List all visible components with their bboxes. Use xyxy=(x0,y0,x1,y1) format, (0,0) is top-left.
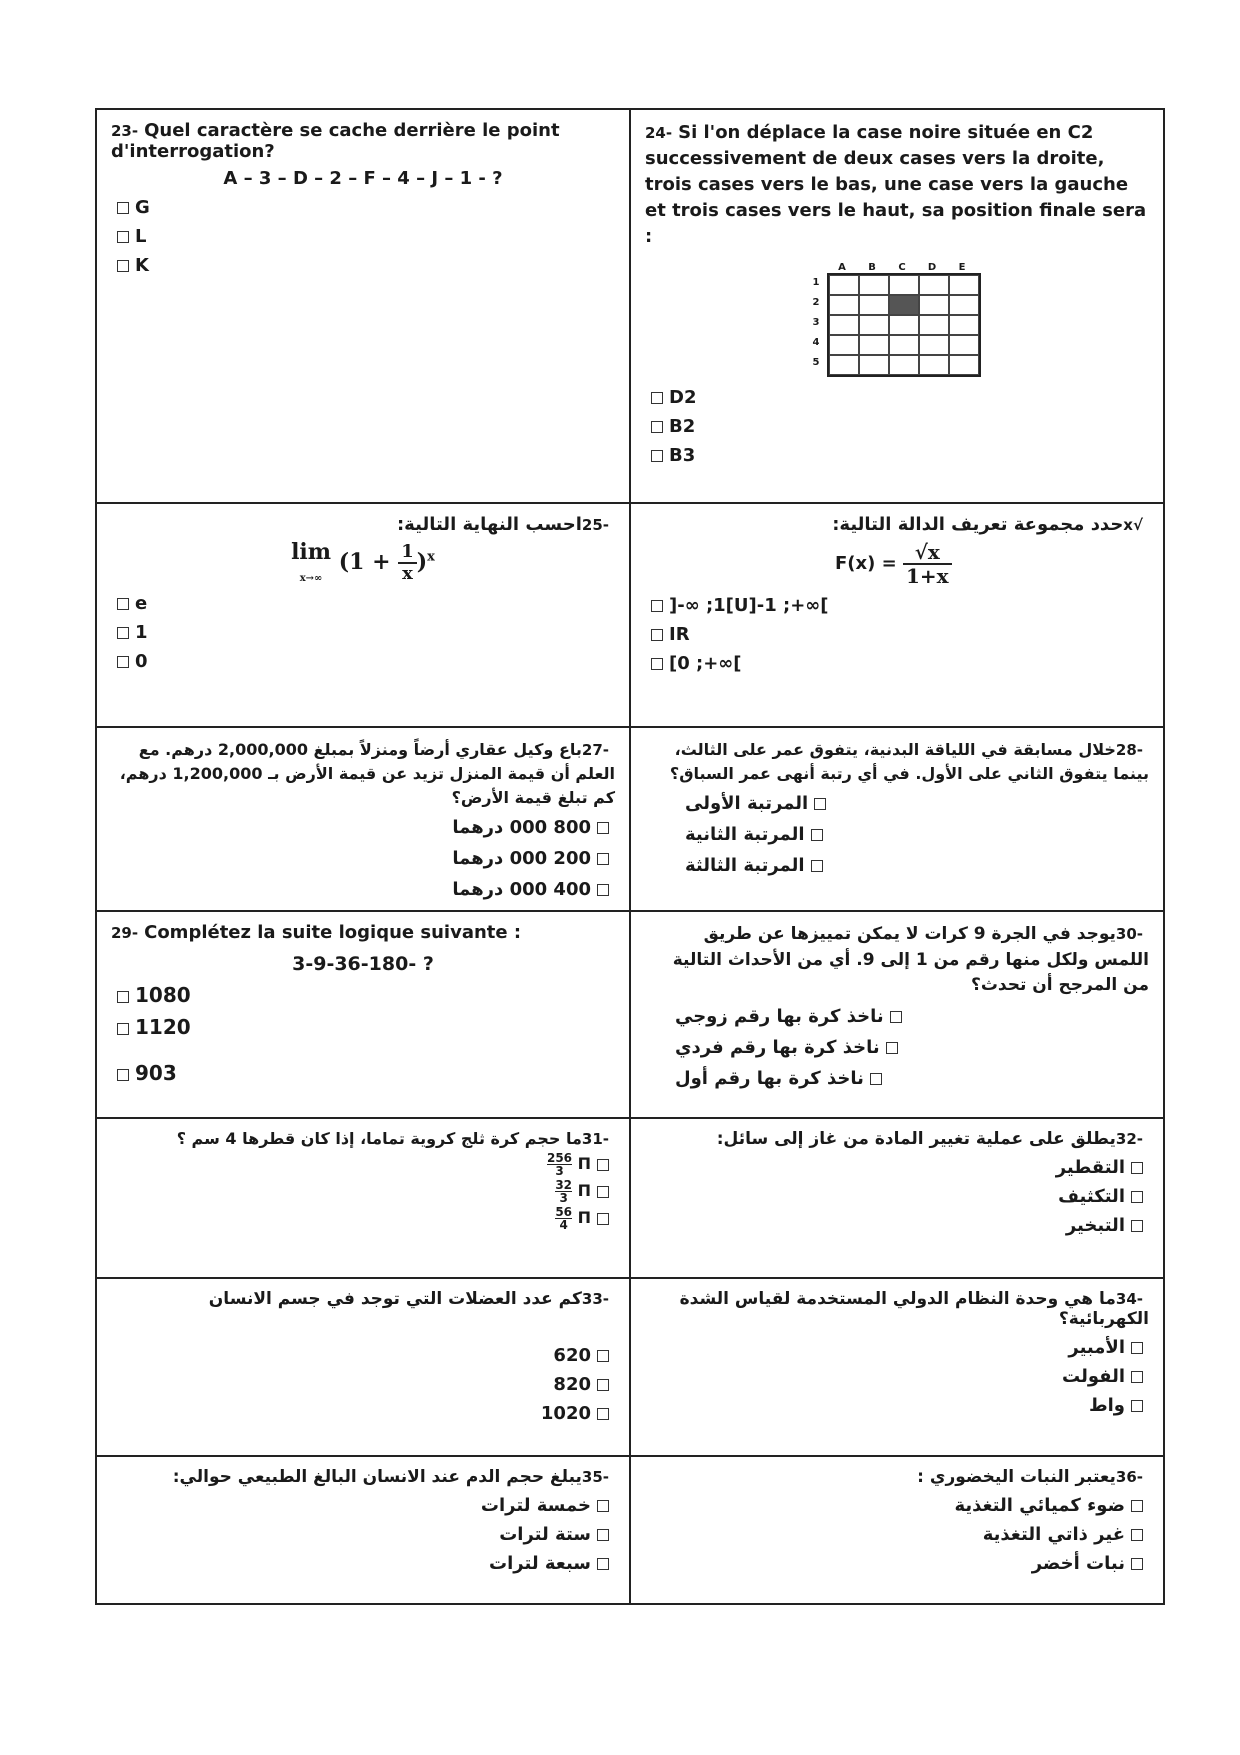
checkbox-icon[interactable] xyxy=(597,853,609,865)
question-36 xyxy=(629,1457,1163,1603)
option-32-b[interactable]: التكثيف xyxy=(645,1186,1149,1207)
option-32-a[interactable]: التقطير xyxy=(645,1157,1149,1178)
option-33-c[interactable]: 1020 xyxy=(111,1403,615,1424)
question-23-text: 23- Quel caractère se cache derrière le point d'interrogation? xyxy=(111,120,560,162)
question-33-text: -33كم عدد العضلات التي توجد في جسم الانسان xyxy=(208,1289,609,1309)
option-35-b[interactable]: ستة لترات xyxy=(111,1524,615,1545)
option-23-b[interactable]: L xyxy=(111,226,615,247)
question-31 xyxy=(97,1119,629,1277)
question-30 xyxy=(629,912,1163,1117)
row-6 xyxy=(95,1277,1165,1455)
checkbox-icon[interactable] xyxy=(597,1500,609,1512)
option-31-c[interactable]: Π $\frac{56}{4}$ xyxy=(111,1206,615,1231)
option-36-c[interactable]: نبات أخضر xyxy=(645,1553,1149,1574)
question-35-text: -35يبلغ حجم الدم عند الانسان البالغ الطبيعي حوالي: xyxy=(172,1467,609,1487)
checkbox-icon[interactable] xyxy=(1131,1162,1143,1174)
question-35-number: -35 xyxy=(581,1468,609,1486)
question-24 xyxy=(629,110,1163,502)
question-25-text: -25احسب النهاية التالية: xyxy=(396,514,609,535)
question-33 xyxy=(97,1279,629,1455)
question-34-text: -34ما هي وحدة النظام الدولي المستخدمة لقياس الشدة الكهربائية؟ xyxy=(679,1289,1149,1329)
checkbox-icon[interactable] xyxy=(597,1350,609,1362)
option-26-c[interactable]: [0 ;+∞[ xyxy=(645,653,1149,674)
option-34-c[interactable]: واط xyxy=(645,1395,1149,1416)
checkbox-icon[interactable] xyxy=(1131,1400,1143,1412)
grid-row-labels: 1 2 3 4 5 xyxy=(812,277,820,369)
checkbox-icon[interactable] xyxy=(651,450,663,462)
question-23 xyxy=(97,110,629,502)
checkbox-icon[interactable] xyxy=(117,231,129,243)
grid-column-labels: A B C D E xyxy=(838,262,966,274)
question-35 xyxy=(97,1457,629,1603)
question-27 xyxy=(97,728,629,910)
checkbox-icon[interactable] xyxy=(117,598,129,610)
option-24-c[interactable]: B3 xyxy=(645,445,1149,466)
option-26-a[interactable]: ]-∞ ;1[U]-1 ;+∞[ xyxy=(645,595,1149,616)
checkbox-icon[interactable] xyxy=(597,1408,609,1420)
question-27-text: -27باع وكيل عقاري أرضاً ومنزلاً بمبلغ 2,000,000 درهم. مع العلم أن قيمة المنزل تزيد عن قيمة الأرض بـ 1,200,000 درهم، كم تبلغ قيمة الأرض؟ xyxy=(119,740,615,807)
option-31-b[interactable]: Π $\frac{32}{3}$ xyxy=(111,1179,615,1204)
checkbox-icon[interactable] xyxy=(117,260,129,272)
question-31-text: -31ما حجم كرة ثلج كروية تماما، إذا كان قطرها 4 سم ؟ xyxy=(176,1129,609,1148)
checkbox-icon[interactable] xyxy=(117,202,129,214)
option-30-c[interactable]: ناخذ كرة بها رقم أول xyxy=(675,1065,1149,1092)
option-35-c[interactable]: سبعة لترات xyxy=(111,1553,615,1574)
checkbox-icon[interactable] xyxy=(1131,1558,1143,1570)
checkbox-icon[interactable] xyxy=(890,1011,902,1023)
checkbox-icon[interactable] xyxy=(1131,1220,1143,1232)
question-32 xyxy=(629,1119,1163,1277)
checkbox-icon[interactable] xyxy=(811,829,823,841)
checkbox-icon[interactable] xyxy=(597,1159,609,1171)
row-7 xyxy=(95,1455,1165,1605)
option-33-a[interactable]: 620 xyxy=(111,1345,615,1366)
option-27-b[interactable]: 200 000 درهما xyxy=(111,845,615,872)
option-28-b[interactable]: المرتبة الثانية xyxy=(685,821,1149,848)
checkbox-icon[interactable] xyxy=(597,884,609,896)
option-29-a[interactable]: 1080 xyxy=(111,983,615,1007)
option-34-a[interactable]: الأمبير xyxy=(645,1337,1149,1358)
question-32-number: -32 xyxy=(1115,1130,1143,1148)
checkbox-icon[interactable] xyxy=(651,600,663,612)
question-36-text: -36يعتبر النبات اليخضوري : xyxy=(917,1467,1143,1487)
question-28-text: -28خلال مسابقة في اللياقة البدنية، يتفوق عمر على الثالث، بينما يتفوق الثاني على الأول. في أي رتبة أنهى عمر السباق؟ xyxy=(669,740,1149,783)
question-28-number: -28 xyxy=(1115,741,1143,759)
question-29-number: 29- xyxy=(111,924,139,942)
exam-sheet xyxy=(95,108,1165,1605)
question-32-text: -32يطلق على عملية تغيير المادة من غاز إلى سائل: xyxy=(716,1129,1143,1149)
question-26 xyxy=(629,504,1163,726)
checkbox-icon[interactable] xyxy=(1131,1342,1143,1354)
row-1 xyxy=(95,108,1165,502)
checkbox-icon[interactable] xyxy=(811,860,823,872)
question-25-number: -25 xyxy=(581,516,609,534)
option-35-a[interactable]: خمسة لترات xyxy=(111,1495,615,1516)
option-29-c[interactable]: 903 xyxy=(111,1061,615,1085)
checkbox-icon[interactable] xyxy=(117,991,129,1003)
option-36-a[interactable]: ضوء كميائي التغذية xyxy=(645,1495,1149,1516)
limit-formula: lim x→∞ (1 + $\frac{1}{x}$ )$^x$ xyxy=(291,539,435,584)
checkbox-icon[interactable] xyxy=(651,392,663,404)
question-24-text: 24- Si l'on déplace la case noire située en C2 successivement de deux cases vers la droite, trois cases vers le bas, une case vers la gauche et trois cases vers le haut, sa position finale sera : xyxy=(645,122,1147,248)
row-4 xyxy=(95,910,1165,1117)
option-23-a[interactable]: G xyxy=(111,197,615,218)
checkbox-icon[interactable] xyxy=(117,627,129,639)
checkbox-icon[interactable] xyxy=(651,658,663,670)
option-25-b[interactable]: 1 xyxy=(111,622,615,643)
question-26-number: √x xyxy=(1123,516,1143,534)
checkbox-icon[interactable] xyxy=(886,1042,898,1054)
checkbox-icon[interactable] xyxy=(117,1069,129,1081)
checkbox-icon[interactable] xyxy=(597,822,609,834)
option-24-a[interactable]: D2 xyxy=(645,387,1149,408)
question-34-number: -34 xyxy=(1115,1290,1143,1308)
checkbox-icon[interactable] xyxy=(814,798,826,810)
checkbox-icon[interactable] xyxy=(1131,1191,1143,1203)
checkbox-icon[interactable] xyxy=(1131,1500,1143,1512)
option-34-b[interactable]: الفولت xyxy=(645,1366,1149,1387)
checkbox-icon[interactable] xyxy=(597,1379,609,1391)
question-29 xyxy=(97,912,629,1117)
checkbox-icon[interactable] xyxy=(597,1186,609,1198)
option-33-b[interactable]: 820 xyxy=(111,1374,615,1395)
checkbox-icon[interactable] xyxy=(1131,1529,1143,1541)
option-27-c[interactable]: 400 000 درهما xyxy=(111,876,615,903)
function-formula: F(x) = $\frac{√x}{1+x}$ xyxy=(835,541,1149,587)
option-24-b[interactable]: B2 xyxy=(645,416,1149,437)
option-28-a[interactable]: المرتبة الأولى xyxy=(685,790,1149,817)
option-25-c[interactable]: 0 xyxy=(111,651,615,672)
checkbox-icon[interactable] xyxy=(597,1529,609,1541)
black-square xyxy=(889,295,919,315)
question-25 xyxy=(97,504,629,726)
checkbox-icon[interactable] xyxy=(1131,1371,1143,1383)
option-30-a[interactable]: ناخذ كرة بها رقم زوجي xyxy=(675,1003,1149,1030)
question-36-number: -36 xyxy=(1115,1468,1143,1486)
row-5 xyxy=(95,1117,1165,1277)
option-28-c[interactable]: المرتبة الثالثة xyxy=(685,852,1149,879)
checkbox-icon[interactable] xyxy=(870,1073,882,1085)
checkbox-icon[interactable] xyxy=(117,656,129,668)
option-30-b[interactable]: ناخذ كرة بها رقم فردي xyxy=(675,1034,1149,1061)
question-29-text: 29- Complétez la suite logique suivante : xyxy=(111,922,522,943)
question-26-text: √xحدد مجموعة تعريف الدالة التالية: xyxy=(832,514,1143,535)
position-grid xyxy=(805,262,1149,377)
checkbox-icon[interactable] xyxy=(597,1558,609,1570)
question-33-number: -33 xyxy=(581,1290,609,1308)
option-26-b[interactable]: IR xyxy=(645,624,1149,645)
row-2 xyxy=(95,502,1165,726)
question-29-sequence: 3-9-36-180- ? xyxy=(292,953,434,975)
row-3 xyxy=(95,726,1165,910)
checkbox-icon[interactable] xyxy=(651,629,663,641)
question-30-text: -30يوجد في الجرة 9 كرات لا يمكن تمييزها عن طريق اللمس ولكل منها رقم من 1 إلى 9. أي من الأحداث التالية من المرجح أن تحدث؟ xyxy=(672,924,1149,995)
question-23-sequence: A – 3 – D – 2 – F – 4 – J – 1 - ? xyxy=(223,168,503,189)
option-25-a[interactable]: e xyxy=(111,593,615,614)
option-36-b[interactable]: غير ذاتي التغذية xyxy=(645,1524,1149,1545)
question-30-number: -30 xyxy=(1115,925,1143,943)
question-23-number: 23- xyxy=(111,122,139,140)
question-34 xyxy=(629,1279,1163,1455)
option-27-a[interactable]: 800 000 درهما xyxy=(111,814,615,841)
checkbox-icon[interactable] xyxy=(597,1213,609,1225)
question-24-number: 24- xyxy=(645,124,673,142)
checkbox-icon[interactable] xyxy=(117,1023,129,1035)
checkbox-icon[interactable] xyxy=(651,421,663,433)
option-31-a[interactable]: Π $\frac{256}{3}$ xyxy=(111,1152,615,1177)
question-27-number: -27 xyxy=(581,741,609,759)
option-29-b[interactable]: 1120 xyxy=(111,1015,615,1039)
question-31-number: -31 xyxy=(581,1130,609,1148)
option-32-c[interactable]: التبخير xyxy=(645,1215,1149,1236)
option-23-c[interactable]: K xyxy=(111,255,615,276)
question-28 xyxy=(629,728,1163,910)
grid-cells xyxy=(827,273,981,377)
